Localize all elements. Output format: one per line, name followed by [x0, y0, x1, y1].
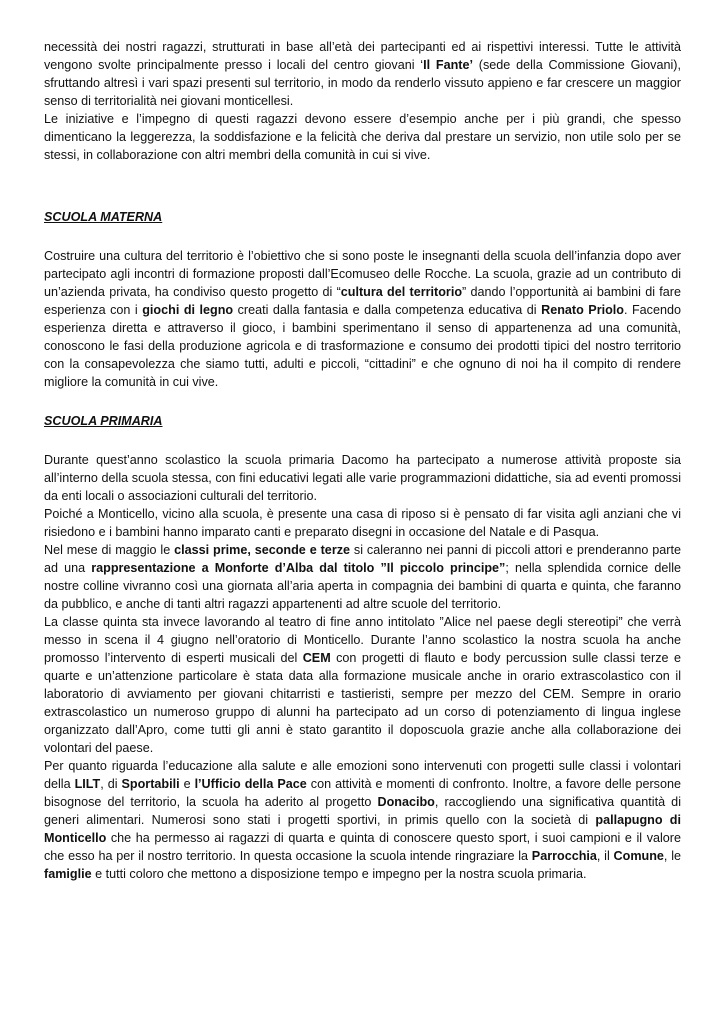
- text-run: Costruire una cultura del territorio è l’obiettivo che si sono poste le insegnanti della scuola dell’infanzia dopo aver partecipato agli incontri di formazione proposti dall’Ecomuseo delle Rocche. La scuola, grazie ad un contributo di un’azienda privata, ha condiviso questo progetto di “: [44, 249, 681, 299]
- text-run: si caleranno nei panni di piccoli attori e prenderanno parte ad una: [44, 543, 681, 575]
- text-run: , le: [663, 849, 681, 863]
- primaria-paragraph-5: [44, 757, 681, 883]
- primaria-paragraph-3: [44, 541, 681, 613]
- text-run: , il: [596, 849, 614, 863]
- bold-text-run: famiglie: [44, 867, 92, 881]
- bold-text-run: Renato Priolo: [541, 303, 624, 317]
- text-run: creati dalla fantasia e dalla competenza educativa di: [233, 303, 542, 317]
- spacer: [44, 164, 681, 208]
- bold-text-run: Il Fante’: [423, 58, 473, 72]
- spacer: [44, 226, 681, 247]
- bold-text-run: Sportabili: [121, 777, 180, 791]
- spacer: [44, 430, 681, 451]
- intro-paragraph-1: [44, 38, 681, 110]
- text-run: . Facendo esperienza diretta e attraverso il gioco, i bambini sperimentano il senso di appartenenza ad una comunità, conoscono le fasi della produzione agricola e di trasformazione e consumo dei prodotti tipici del nostro territorio con la consapevolezza che siamo tutti, adulti e piccoli, “cittadini” e che ognuno di noi ha il compito di rendere migliore la comunità in cui vive.: [44, 303, 681, 389]
- spacer: [44, 391, 681, 412]
- text-run: che ha permesso ai ragazzi di quarta e quinta di conoscere questo sport, i suoi campioni e il valore che esso ha per il nostro territorio. In questa occasione la scuola intende ringraziare la: [44, 831, 681, 863]
- text-run: con progetti di flauto e body percussion sulle classi terze e quarte e un’attenzione particolare è stata data alla formazione musicale anche in orario extrascolastico con il laboratorio di avviamento per giovani chitarristi e tastieristi, sempre per mezzo del CEM. Sempre in orario extrascolastico un numeroso gruppo di alunni ha partecipato ad un corso di potenziamento di lingua inglese organizzato dall’Apro, come tutti gli anni è stato garantito il doposcuola grazie anche alla collaborazione dei volontari del paese.: [44, 651, 681, 755]
- text-run: Per quanto riguarda l’educazione alla salute e alle emozioni sono intervenuti con progetti sulle classi i volontari della: [44, 759, 681, 791]
- intro-paragraph-2: [44, 110, 681, 164]
- text-run: ; nella splendida cornice delle nostre colline vivranno così una giornata all’aria aperta in compagnia dei bambini di quarta e quinta, che faranno da pubblico, e anche di tanti altri ragazzi appartenenti ad altre scuole del territorio.: [44, 561, 681, 611]
- text-run: (sede della Commissione Giovani), sfruttando altresì i vari spazi presenti sul territorio, in modo da renderlo vissuto appieno e far crescere un maggior senso di territorialità nei giovani monticellesi.: [44, 58, 681, 108]
- bold-text-run: CEM: [302, 651, 331, 665]
- bold-text-run: l’Ufficio della Pace: [194, 777, 307, 791]
- text-run: Nel mese di maggio le: [44, 543, 175, 557]
- bold-text-run: classi prime, seconde e terze: [174, 543, 351, 557]
- bold-text-run: rappresentazione a Monforte d’Alba dal titolo ”Il piccolo principe”: [91, 561, 506, 575]
- bold-text-run: Donacibo: [377, 795, 435, 809]
- text-run: Poiché a Monticello, vicino alla scuola, è presente una casa di riposo si è pensato di far visita agli anziani che vi risiedono e i bambini hanno imparato canti e preparato disegni in occasione del Natale e di Pasqua.: [44, 507, 681, 539]
- bold-text-run: giochi di legno: [142, 303, 234, 317]
- text-run: Le iniziative e l’impegno di questi ragazzi devono essere d’esempio anche per i più grandi, che spesso dimenticano la leggerezza, la soddisfazione e la felicità che deriva dal prestare un servizio, non utile solo per se stessi, in collaborazione con altri membri della comunità in cui si vive.: [44, 112, 681, 162]
- text-run: , di: [100, 777, 122, 791]
- text-run: , raccogliendo una significativa quantità di generi alimentari. Numerosi sono stati i progetti sportivi, in primis quello con la società di: [44, 795, 681, 827]
- text-run: e: [179, 777, 195, 791]
- bold-text-run: cultura del territorio: [340, 285, 463, 299]
- bold-text-run: Comune: [613, 849, 664, 863]
- text-run: La classe quinta sta invece lavorando al teatro di fine anno intitolato ”Alice nel paese degli stereotipi” che verrà messo in scena il 4 giugno nell’oratorio di Monticello. Durante l’anno scolastico la nostra scuola ha anche promosso l’intervento di esperti musicali del: [44, 615, 681, 665]
- text-run: con attività e momenti di confronto. Inoltre, a favore delle persone bisognose del territorio, la scuola ha aderito al progetto: [44, 777, 681, 809]
- text-run: Durante quest’anno scolastico la scuola primaria Dacomo ha partecipato a numerose attività proposte sia all’interno della scuola stessa, con fini educativi legati alle varie programmazioni didattiche, sia ad eventi promossi da enti locali o associazioni culturali del territorio.: [44, 453, 681, 503]
- text-run: ” dando l’opportunità ai bambini di fare esperienza con i: [44, 285, 681, 317]
- section-heading-materna: SCUOLA MATERNA: [44, 210, 163, 224]
- primaria-paragraph-4: [44, 613, 681, 757]
- primaria-paragraph-1: [44, 451, 681, 505]
- bold-text-run: Parrocchia: [531, 849, 597, 863]
- materna-paragraph-1: [44, 247, 681, 391]
- primaria-paragraph-2: [44, 505, 681, 541]
- bold-text-run: pallapugno di Monticello: [44, 813, 681, 845]
- text-run: e tutti coloro che mettono a disposizione tempo e impegno per la nostra scuola primaria.: [91, 867, 587, 881]
- text-run: necessità dei nostri ragazzi, strutturati in base all’età dei partecipanti ed ai rispettivi interessi. Tutte le attività vengono svolte principalmente presso i locali del centro giovani ‘: [44, 40, 681, 72]
- bold-text-run: LILT: [74, 777, 101, 791]
- section-heading-primaria: SCUOLA PRIMARIA: [44, 414, 163, 428]
